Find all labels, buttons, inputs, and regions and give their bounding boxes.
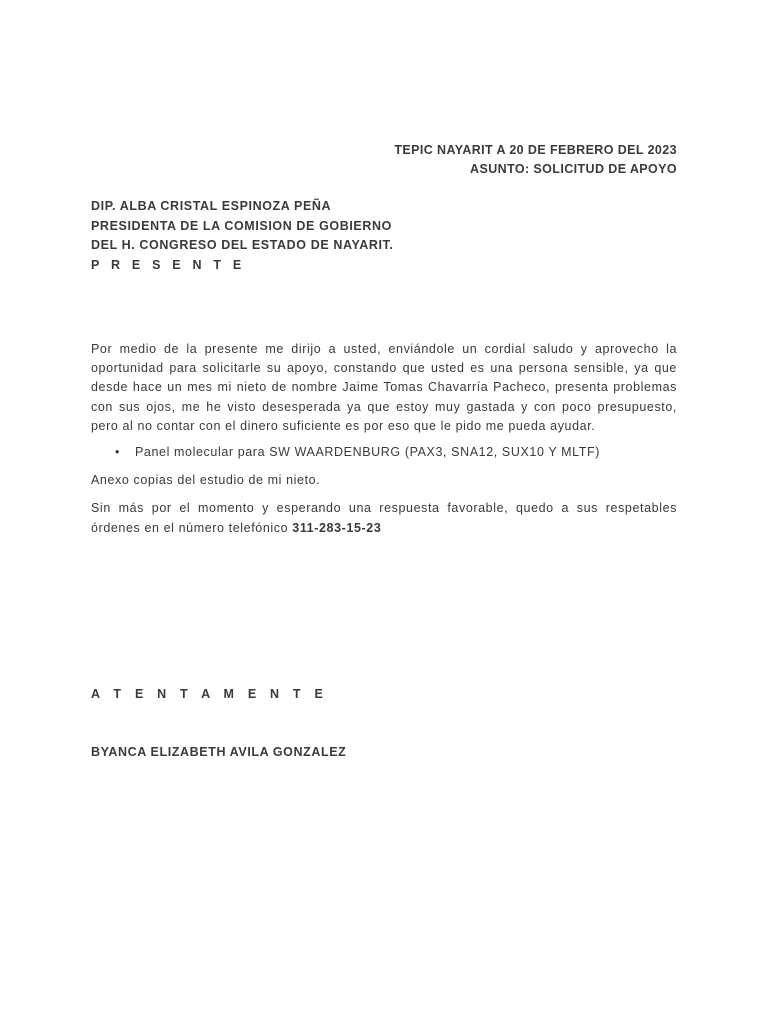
list-item <box>91 443 677 462</box>
recipient-line-1: DIP. ALBA CRISTAL ESPINOZA PEÑA <box>91 199 332 213</box>
body-paragraph-3 <box>91 499 677 537</box>
body-paragraph-3-text: Sin más por el momento y esperando una respuesta favorable, quedo a sus respetables órdenes en el número telefónico <box>91 501 677 535</box>
list-item-text: Panel molecular para SW WAARDENBURG (PAX3, SNA12, SUX10 Y MLTF) <box>135 445 601 460</box>
recipient-line-3: DEL H. CONGRESO DEL ESTADO DE NAYARIT. <box>91 238 394 252</box>
phone-number: 311-283-15-23 <box>292 520 382 535</box>
letter-body <box>91 340 677 538</box>
closing-word: A T E N T A M E N T E <box>91 687 328 701</box>
signature-name: BYANCA ELIZABETH AVILA GONZALEZ <box>91 745 347 759</box>
letter-header <box>394 141 677 179</box>
bullet-icon: • <box>115 445 120 460</box>
body-paragraph-2: Anexo copias del estudio de mi nieto. <box>91 473 321 488</box>
recipient-block <box>91 197 393 275</box>
recipient-line-4: P R E S E N T E <box>91 257 246 272</box>
body-paragraph-1: Por medio de la presente me dirijo a usted, enviándole un cordial saludo y aprovecho la oportunidad para solicitarle su apoyo, constando que usted es una persona sensible, ya que desde hace un mes mi nieto de nombre Jaime Tomas Chavarría Pacheco, presenta problemas con sus ojos, me he visto desesperada ya que estoy muy gastada y con poco presupuesto, pero al no contar con el dinero suficiente es por eso que le pido me pueda ayudar. <box>91 342 677 433</box>
place-and-date: TEPIC NAYARIT A 20 DE FEBRERO DEL 2023 <box>394 143 677 157</box>
request-list <box>91 443 677 462</box>
subject-line: ASUNTO: SOLICITUD DE APOYO <box>470 162 677 176</box>
recipient-line-2: PRESIDENTA DE LA COMISION DE GOBIERNO <box>91 218 392 233</box>
